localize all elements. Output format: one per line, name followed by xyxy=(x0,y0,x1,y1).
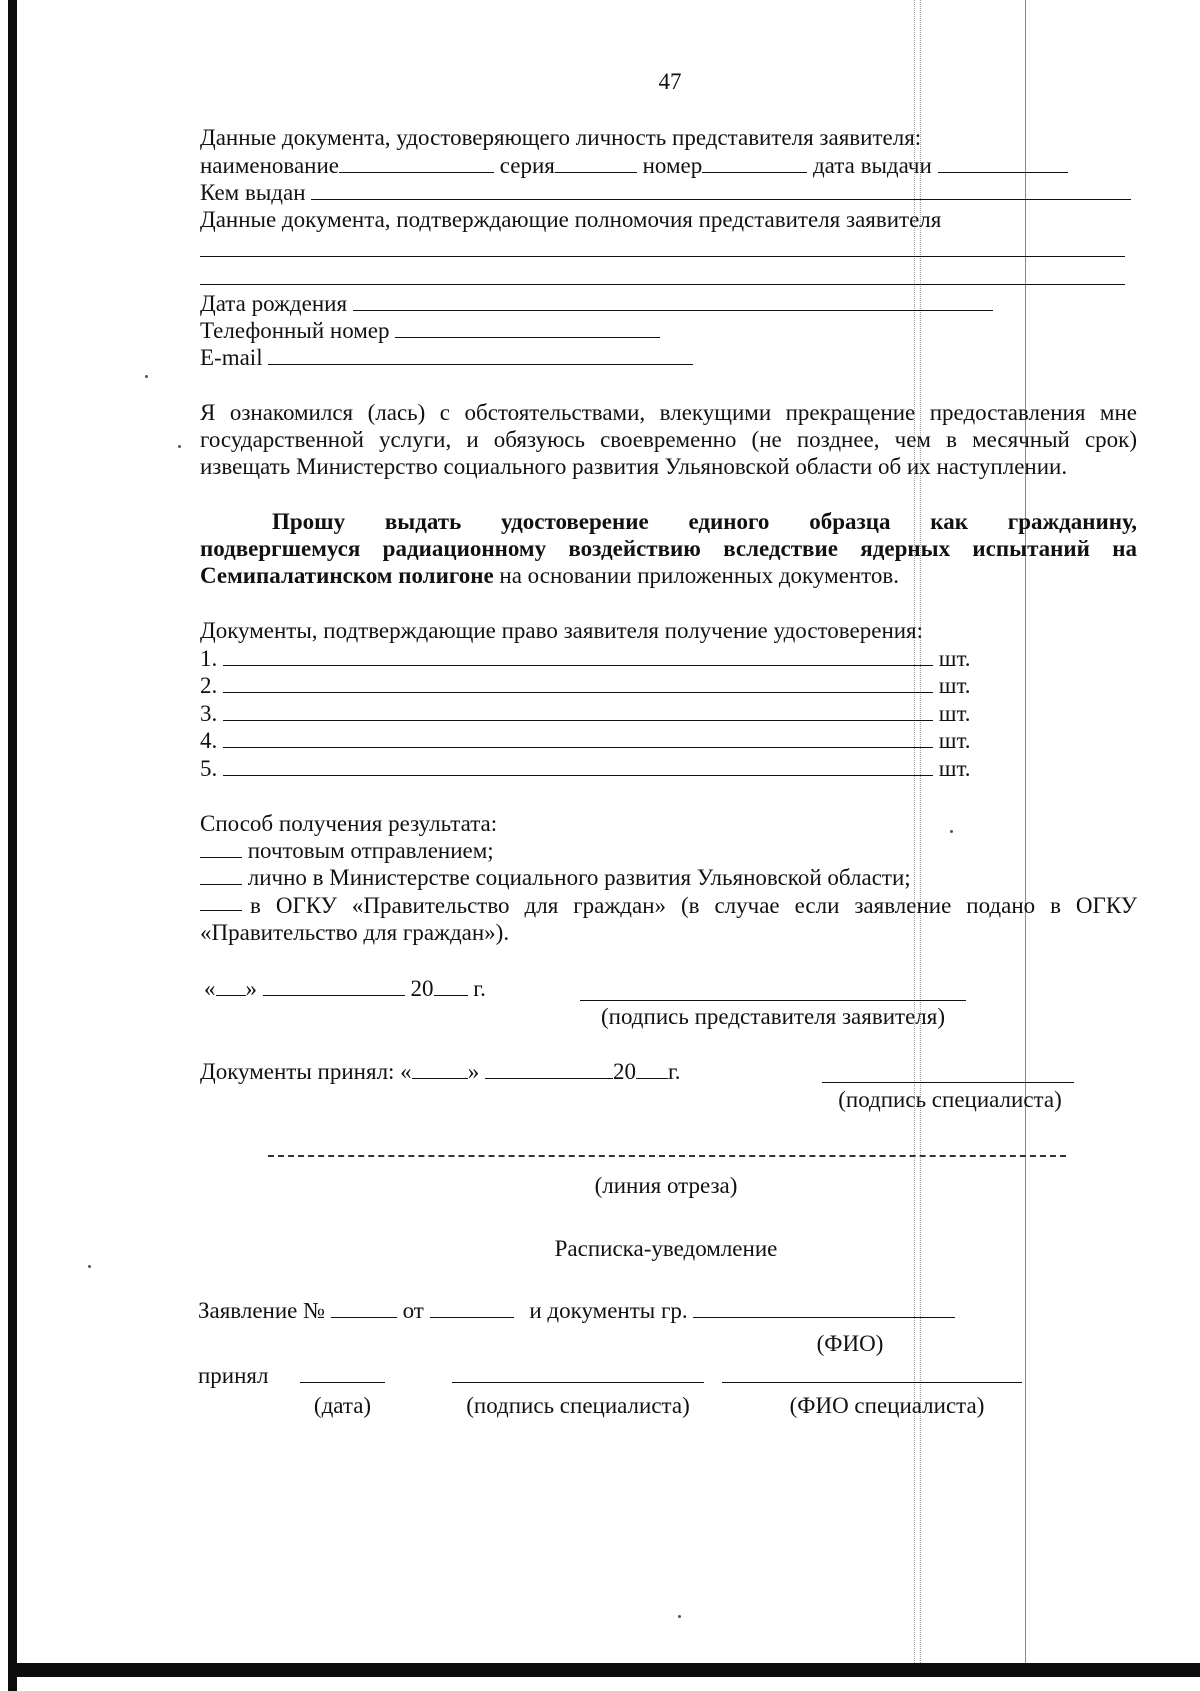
accepted-row xyxy=(200,1058,681,1085)
receipt-specialist-fio-field[interactable] xyxy=(722,1382,1022,1383)
delivery-in-person-label: лично в Министерстве социального развития Ульяновской области; xyxy=(247,865,911,890)
rep-doc-fields-row xyxy=(200,152,1068,179)
doc-number-field[interactable] xyxy=(702,154,807,173)
doc-issue-date-label: дата выдачи xyxy=(812,153,932,178)
from-label: от xyxy=(402,1298,424,1323)
document-item-unit: шт. xyxy=(938,701,971,726)
delivery-option-mail xyxy=(200,837,494,864)
document-item xyxy=(200,727,971,754)
doc-name-label: наименование xyxy=(200,153,339,178)
page-number: 47 xyxy=(658,69,682,94)
fold-line xyxy=(1025,0,1026,1663)
applicant-signature-caption: (подпись представителя заявителя) xyxy=(601,1004,945,1029)
cut-line xyxy=(268,1155,1066,1157)
accepted-year-field[interactable] xyxy=(636,1060,668,1079)
receipt-specialist-signature-field[interactable] xyxy=(452,1382,704,1383)
date-caption: (дата) xyxy=(313,1393,372,1418)
scan-edge-left xyxy=(8,0,17,1691)
year-suffix: г. xyxy=(473,976,486,1001)
accepted-day-field[interactable] xyxy=(412,1060,468,1079)
specialist-fio-caption: (ФИО специалиста) xyxy=(789,1393,985,1418)
applicant-date-row xyxy=(204,975,486,1002)
acknowledgement-line-3: извещать Министерство социального развития Ульяновской области об их наступлении. xyxy=(200,454,1068,479)
delivery-ogku-checkbox[interactable] xyxy=(200,892,242,911)
specialist-signature-caption: (подпись специалиста) xyxy=(466,1393,690,1418)
applicant-year-field[interactable] xyxy=(434,977,468,996)
documents-heading: Документы, подтверждающие право заявителя получение удостоверения: xyxy=(200,618,924,643)
request-line-3-rest: на основании приложенных документов. xyxy=(499,563,900,588)
document-item xyxy=(200,755,971,782)
receipt-accepted-label: принял xyxy=(198,1363,269,1388)
accepted-label: Документы принял: « xyxy=(200,1059,412,1084)
issued-by-label: Кем выдан xyxy=(200,180,306,205)
doc-issue-date-field[interactable] xyxy=(938,154,1068,173)
phone-label: Телефонный номер xyxy=(200,318,390,343)
document-item xyxy=(200,645,971,672)
document-item-unit: шт. xyxy=(938,728,971,753)
document-item-field[interactable] xyxy=(223,647,933,666)
issued-by-field[interactable] xyxy=(311,181,1131,200)
document-item-unit: шт. xyxy=(938,646,971,671)
specialist-signature-field[interactable] xyxy=(822,1082,1074,1083)
phone-field[interactable] xyxy=(395,319,660,338)
document-item-number: 2. xyxy=(200,673,218,698)
delivery-mail-checkbox[interactable] xyxy=(200,839,242,858)
document-item xyxy=(200,700,971,727)
doc-number-label: номер xyxy=(642,153,703,178)
scan-speck xyxy=(145,375,148,378)
birth-date-row xyxy=(200,290,993,317)
delivery-ogku-label-cont: «Правительство для граждан»). xyxy=(200,920,510,945)
document-item-number: 5. xyxy=(200,756,218,781)
cut-line-caption: (линия отреза) xyxy=(594,1173,738,1198)
quote-close: » xyxy=(245,976,257,1001)
request-line-2: подвергшемуся радиационному воздействию вследствие ядерных испытаний на xyxy=(200,536,1137,561)
delivery-ogku-label: в ОГКУ «Правительство для граждан» (в случае если заявление подано в ОГКУ xyxy=(250,893,1137,918)
application-date-field[interactable] xyxy=(430,1299,514,1318)
request-line-1: Прошу выдать удостоверение единого образца как гражданину, xyxy=(272,509,1137,534)
applicant-signature-field[interactable] xyxy=(580,1000,966,1001)
document-item-field[interactable] xyxy=(223,757,933,776)
citizen-fio-field[interactable] xyxy=(693,1299,955,1318)
application-number-field[interactable] xyxy=(331,1299,397,1318)
delivery-option-ogku xyxy=(200,892,1137,919)
doc-series-label: серия xyxy=(499,153,555,178)
doc-series-field[interactable] xyxy=(555,154,637,173)
year-prefix: 20 xyxy=(410,976,434,1001)
applicant-day-field[interactable] xyxy=(216,977,246,996)
document-item-number: 3. xyxy=(200,701,218,726)
birth-date-field[interactable] xyxy=(353,292,993,311)
phone-row xyxy=(200,317,660,344)
issued-by-row xyxy=(200,179,1131,206)
document-item-field[interactable] xyxy=(223,674,933,693)
accepted-month-field[interactable] xyxy=(485,1060,613,1079)
acknowledgement-line-2: государственной услуги, и обязуюсь своевременно (не позднее, чем в месячный срок) xyxy=(200,427,1137,452)
document-item-number: 4. xyxy=(200,728,218,753)
scan-speck xyxy=(88,1265,91,1268)
specialist-signature-caption: (подпись специалиста) xyxy=(838,1087,1062,1112)
application-label: Заявление № xyxy=(198,1298,326,1323)
applicant-month-field[interactable] xyxy=(263,977,405,996)
fio-caption: (ФИО) xyxy=(816,1331,884,1356)
scan-edge-bottom xyxy=(8,1663,1200,1677)
authority-heading: Данные документа, подтверждающие полномочия представителя заявителя xyxy=(200,207,942,232)
documents-from-label: и документы гр. xyxy=(529,1298,688,1323)
document-item-field[interactable] xyxy=(223,729,933,748)
scan-speck xyxy=(950,830,953,833)
request-line-3-bold: Семипалатинском полигоне xyxy=(200,563,494,588)
year-prefix: 20 xyxy=(612,1059,636,1084)
request-line-3 xyxy=(200,562,899,589)
delivery-heading: Способ получения результата: xyxy=(200,811,498,836)
document-item xyxy=(200,672,971,699)
document-item-unit: шт. xyxy=(938,673,971,698)
authority-field-line-2[interactable] xyxy=(200,284,1125,285)
quote-close: » xyxy=(467,1059,480,1084)
delivery-option-in-person xyxy=(200,864,911,891)
document-item-unit: шт. xyxy=(938,756,971,781)
doc-name-field[interactable] xyxy=(339,154,494,173)
acknowledgement-line-1: Я ознакомился (лась) с обстоятельствами, влекущими прекращение предоставления мне xyxy=(200,400,1137,425)
document-item-field[interactable] xyxy=(223,702,933,721)
receipt-title: Расписка-уведомление xyxy=(554,1236,778,1261)
email-label: E-mail xyxy=(200,345,263,370)
authority-field-line-1[interactable] xyxy=(200,256,1125,257)
delivery-in-person-checkbox[interactable] xyxy=(200,866,242,885)
scan-speck xyxy=(678,1615,681,1618)
scan-speck xyxy=(178,445,181,448)
email-row xyxy=(200,344,693,371)
birth-date-label: Дата рождения xyxy=(200,291,348,316)
email-field[interactable] xyxy=(268,346,693,365)
rep-doc-heading: Данные документа, удостоверяющего личность представителя заявителя: xyxy=(200,125,922,150)
receipt-date-field[interactable] xyxy=(300,1382,385,1383)
receipt-application-row xyxy=(198,1297,955,1324)
quote-open: « xyxy=(204,976,216,1001)
document-item-number: 1. xyxy=(200,646,218,671)
delivery-mail-label: почтовым отправлением; xyxy=(247,838,494,863)
year-suffix: г. xyxy=(667,1059,681,1084)
